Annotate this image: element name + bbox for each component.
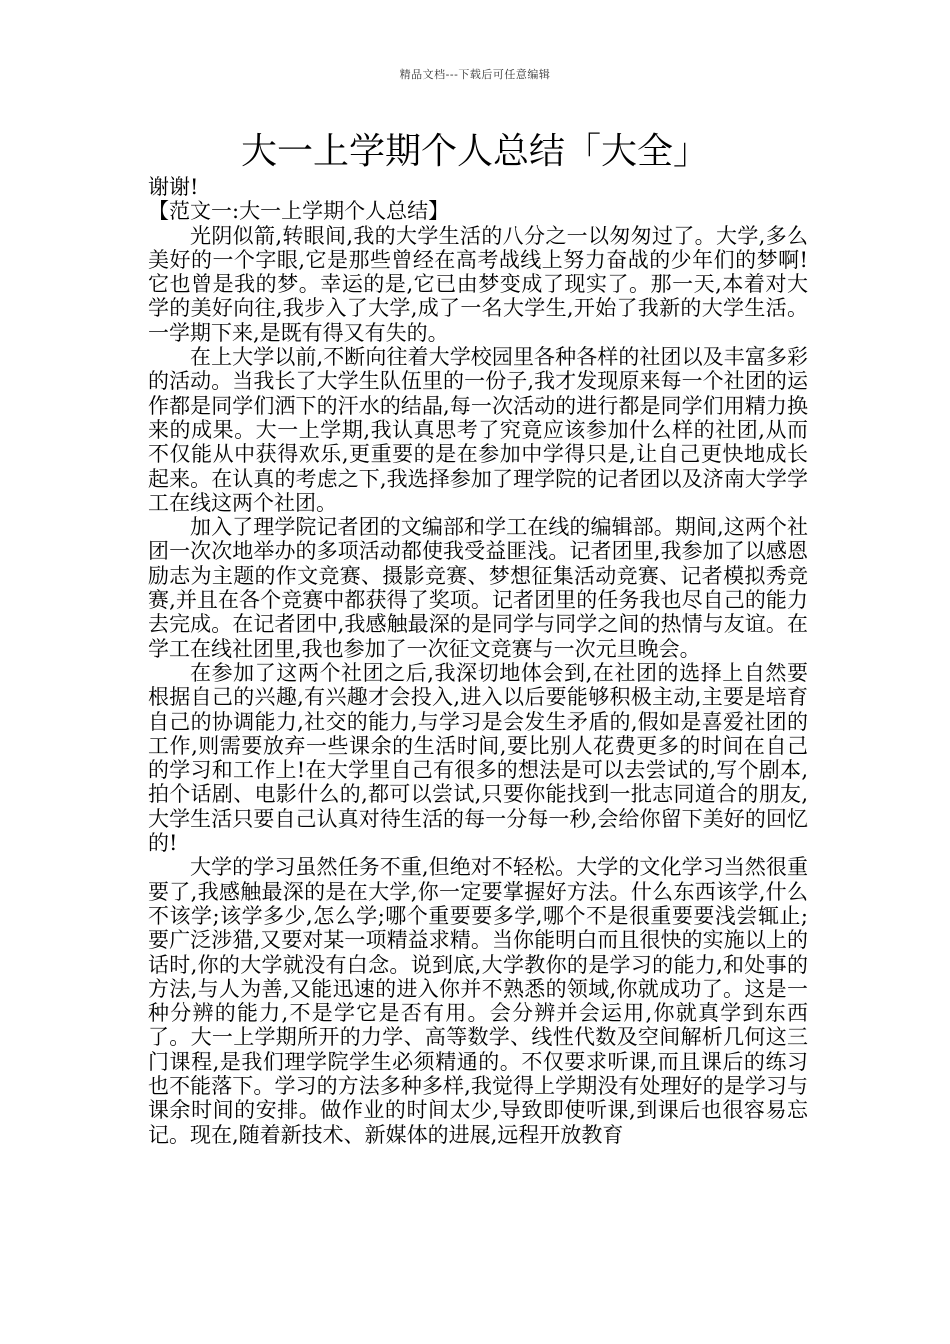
paragraph: 在参加了这两个社团之后,我深切地体会到,在社团的选择上自然要根据自己的兴趣,有兴趣才会投入,进入以后要能够积极主动,主要是培育自己的协调能力,社交的能力,与学习是会发生矛盾的,假如是喜爱社团的工作,则需要放弃一些课余的生活时间,要比别人花费更多的时间在自己的学习和工作上!在大学里自己有很多的想法是可以去尝试的,写个剧本,拍个话剧、电影什么的,都可以尝试,只要你能找到一批志同道合的朋友,大学生活只要自己认真对待生活的每一分每一秒,会给你留下美好的回忆的! [148, 660, 808, 856]
document-body [148, 175, 808, 1147]
section-heading: 【范文一:大一上学期个人总结】 [148, 199, 450, 224]
paragraph: 在上大学以前,不断向往着大学校园里各种各样的社团以及丰富多彩的活动。当我长了大学生队伍里的一份子,我才发现原来每一个社团的运作都是同学们洒下的汗水的结晶,每一次活动的进行都是同学们用精力换来的成果。大一上学期,我认真思考了究竟应该参加什么样的社团,从而不仅能从中获得欢乐,更重要的是在参加中学得只是,让自己更快地成长起来。在认真的考虑之下,我选择参加了理学院的记者团以及济南大学学工在线这两个社团。 [148, 345, 808, 515]
thanks-line: 谢谢! [148, 175, 199, 199]
paragraph: 光阴似箭,转眼间,我的大学生活的八分之一以匆匆过了。大学,多么美好的一个字眼,它是那些曾经在高考战线上努力奋战的少年们的梦啊!它也曾是我的梦。幸运的是,它已由梦变成了现实了。那一天,本着对大学的美好向往,我步入了大学,成了一名大学生,开始了我新的大学生活。一学期下来,是既有得又有失的。 [148, 223, 808, 345]
header-note: 精品文档---下载后可任意编辑 [399, 68, 551, 81]
paragraph: 加入了理学院记者团的文编部和学工在线的编辑部。期间,这两个社团一次次地举办的多项活动都使我受益匪浅。记者团里,我参加了以感恩励志为主题的作文竞赛、摄影竞赛、梦想征集活动竞赛、记者模拟秀竞赛,并且在各个竞赛中都获得了奖项。记者团里的任务我也尽自己的能力去完成。在记者团中,我感触最深的是同学与同学之间的热情与友谊。在学工在线社团里,我也参加了一次征文竞赛与一次元旦晚会。 [148, 515, 808, 661]
document-title: 大一上学期个人总结「大全」 [240, 131, 709, 172]
paragraph: 大学的学习虽然任务不重,但绝对不轻松。大学的文化学习当然很重要了,我感触最深的是在大学,你一定要掌握好方法。什么东西该学,什么不该学;该学多少,怎么学;哪个重要要多学,哪个不是很重要要浅尝辄止;要广泛涉猎,又要对某一项精益求精。当你能明白而且很快的实施以上的话时,你的大学就没有白念。说到底,大学教你的是学习的能力,和处事的方法,与人为善,又能迅速的进入你并不熟悉的领域,你就成功了。这是一种分辨的能力,不是学它是否有用。会分辨并会运用,你就真学到东西了。大一上学期所开的力学、高等数学、线性代数及空间解析几何这三门课程,是我们理学院学生必须精通的。不仅要求听课,而且课后的练习也不能落下。学习的方法多种多样,我觉得上学期没有处理好的是学习与课余时间的安排。做作业的时间太少,导致即使听课,到课后也很容易忘记。现在,随着新技术、新媒体的进展,远程开放教育 [148, 855, 808, 1147]
